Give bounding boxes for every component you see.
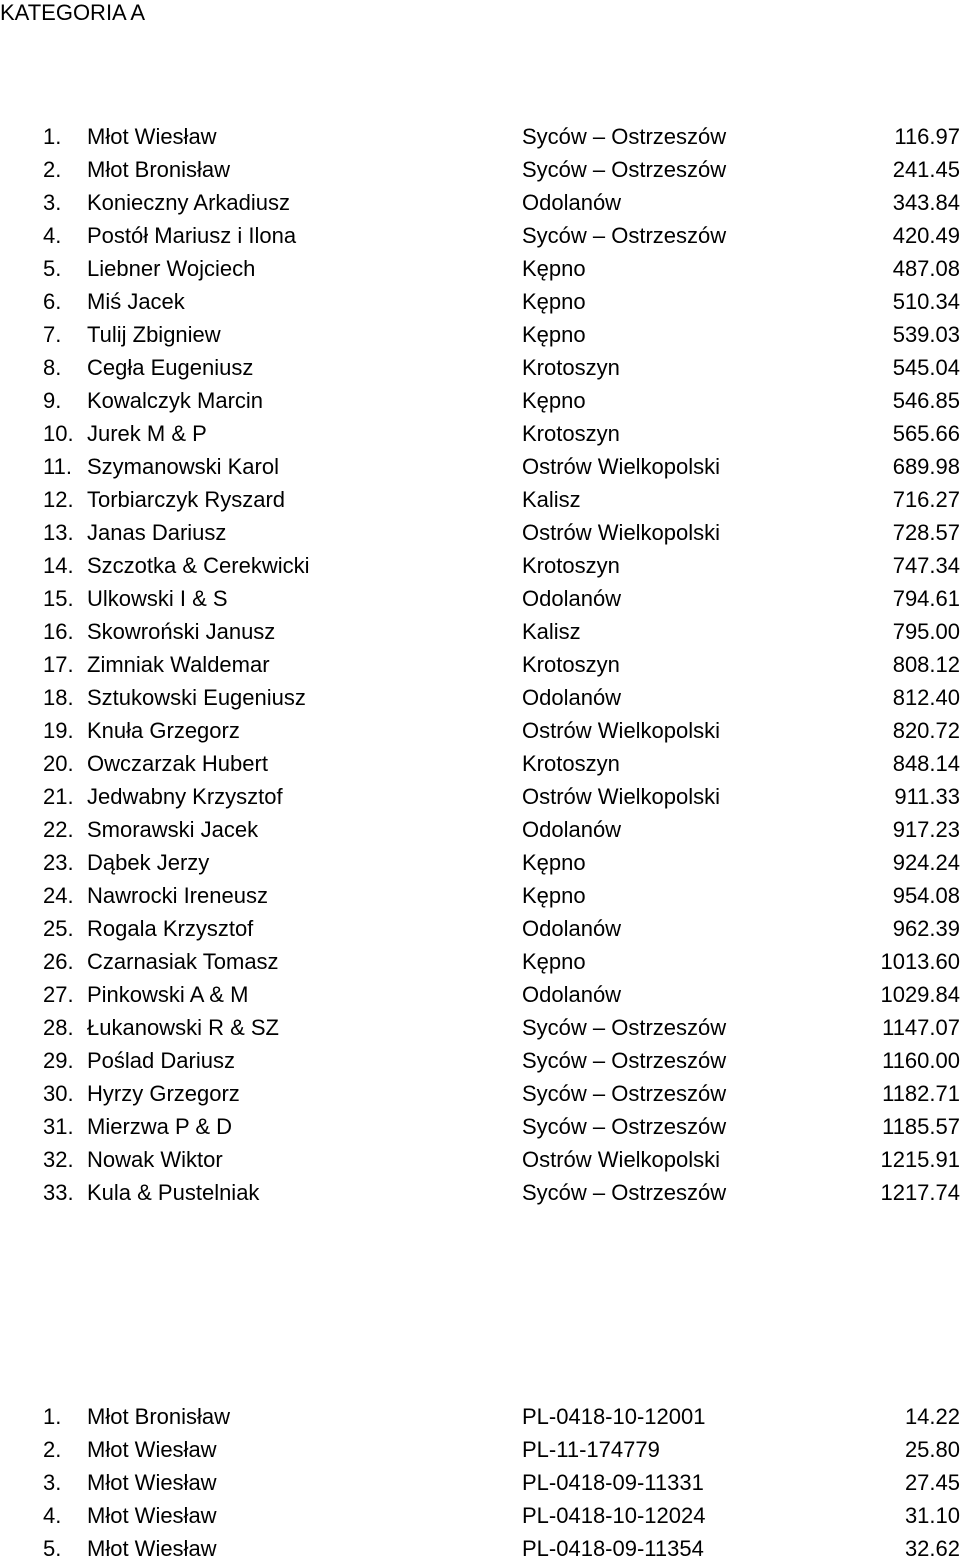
coefficient-value: 848.14 (892, 751, 960, 776)
rank-number: 33. (43, 1180, 74, 1205)
list-item (0, 747, 960, 780)
coefficient-value: 808.12 (892, 652, 960, 677)
rank-number: 1. (43, 124, 62, 149)
rank-number: 8. (43, 355, 62, 380)
rank-number: 19. (43, 718, 74, 743)
section-name: Syców – Ostrzeszów (522, 1048, 727, 1073)
competitor-name: Młot Bronisław (87, 1404, 231, 1429)
list-item (0, 912, 960, 945)
competitor-name: Nawrocki Ireneusz (87, 883, 268, 908)
competitor-name: Młot Wiesław (87, 124, 217, 149)
section-name: Kalisz (522, 619, 581, 644)
section-name: Krotoszyn (522, 751, 620, 776)
section-name: Odolanów (522, 190, 622, 215)
coefficient-value: 545.04 (892, 355, 960, 380)
coefficient-value: 565.66 (892, 421, 960, 446)
competitor-name: Kowalczyk Marcin (87, 388, 264, 413)
coefficient-value: 420.49 (892, 223, 960, 248)
rank-number: 27. (43, 982, 74, 1007)
coefficient-value: 924.24 (892, 850, 960, 875)
competitor-name: Kula & Pustelniak (87, 1180, 260, 1205)
competitor-name: Sztukowski Eugeniusz (87, 685, 306, 710)
section-name: Kępno (522, 883, 586, 908)
section-name: Kępno (522, 256, 586, 281)
coefficient-value: 241.45 (892, 157, 960, 182)
competitor-name: Dąbek Jerzy (87, 850, 210, 875)
list-item (0, 1532, 960, 1565)
coefficient-value: 1217.74 (880, 1180, 960, 1205)
rank-number: 24. (43, 883, 74, 908)
rank-number: 4. (43, 223, 62, 248)
competitor-name: Torbiarczyk Ryszard (87, 487, 286, 512)
rank-number: 30. (43, 1081, 74, 1106)
competitor-name: Hyrzy Grzegorz (87, 1081, 240, 1106)
list-item (0, 978, 960, 1011)
section-name: Odolanów (522, 982, 622, 1007)
rank-number: 4. (43, 1503, 62, 1528)
ring-number: PL-0418-09-11354 (522, 1536, 704, 1561)
rank-number: 6. (43, 289, 62, 314)
rank-number: 31. (43, 1114, 74, 1139)
competitor-name: Mierzwa P & D (87, 1114, 233, 1139)
coefficient-value: 689.98 (892, 454, 960, 479)
rank-number: 3. (43, 190, 62, 215)
list-item (0, 516, 960, 549)
list-item (0, 549, 960, 582)
competitor-name: Czarnasiak Tomasz (87, 949, 279, 974)
coefficient-value: 487.08 (892, 256, 960, 281)
section-name: Ostrów Wielkopolski (522, 454, 721, 479)
coefficient-value: 794.61 (892, 586, 960, 611)
list-item (0, 450, 960, 483)
section-name: Odolanów (522, 685, 622, 710)
coefficient-value: 510.34 (892, 289, 960, 314)
section-name: Kępno (522, 289, 586, 314)
coefficient-value: 812.40 (892, 685, 960, 710)
section-name: Syców – Ostrzeszów (522, 223, 727, 248)
coefficient-value: 911.33 (894, 784, 960, 809)
rank-number: 1. (43, 1404, 62, 1429)
section-name: Kępno (522, 850, 586, 875)
competitor-name: Młot Wiesław (87, 1437, 217, 1462)
rank-number: 26. (43, 949, 74, 974)
competitor-name: Młot Wiesław (87, 1470, 217, 1495)
coefficient-value: 747.34 (892, 553, 960, 578)
competitor-name: Rogala Krzysztof (87, 916, 254, 941)
list-item (0, 219, 960, 252)
rank-number: 20. (43, 751, 74, 776)
list-item (0, 1110, 960, 1143)
section-name: Syców – Ostrzeszów (522, 157, 727, 182)
rank-number: 21. (43, 784, 74, 809)
rank-number: 2. (43, 1437, 62, 1462)
list-item (0, 285, 960, 318)
competitor-name: Knuła Grzegorz (87, 718, 240, 743)
competitor-name: Młot Bronisław (87, 157, 231, 182)
rank-number: 12. (43, 487, 74, 512)
list-item (0, 318, 960, 351)
list-item (0, 1400, 960, 1433)
rank-number: 3. (43, 1470, 62, 1495)
rank-number: 2. (43, 157, 62, 182)
section-name: Ostrów Wielkopolski (522, 1147, 721, 1172)
coefficient-value: 716.27 (892, 487, 960, 512)
section-name: Odolanów (522, 916, 622, 941)
competitor-name: Szczotka & Cerekwicki (87, 553, 310, 578)
competitor-name: Smorawski Jacek (87, 817, 259, 842)
section-name: Syców – Ostrzeszów (522, 1081, 727, 1106)
section-name: Kępno (522, 388, 586, 413)
section-name: Kalisz (522, 487, 581, 512)
section-name: Syców – Ostrzeszów (522, 1180, 727, 1205)
coefficient-value: 31.10 (904, 1503, 960, 1528)
coefficient-value: 962.39 (892, 916, 960, 941)
list-item (0, 1176, 960, 1209)
coefficient-value: 343.84 (892, 190, 960, 215)
section-name: Syców – Ostrzeszów (522, 124, 727, 149)
coefficient-value: 1215.91 (880, 1147, 960, 1172)
list-item (0, 582, 960, 615)
section-name: Syców – Ostrzeszów (522, 1114, 727, 1139)
coefficient-value: 1013.60 (880, 949, 960, 974)
list-item (0, 813, 960, 846)
list-item (0, 780, 960, 813)
coefficient-value: 32.62 (904, 1536, 960, 1561)
rank-number: 13. (43, 520, 74, 545)
list-item (0, 1466, 960, 1499)
competitor-name: Miś Jacek (87, 289, 185, 314)
ring-number: PL-0418-10-12024 (522, 1503, 706, 1528)
list-item (0, 483, 960, 516)
coefficient-value: 116.97 (894, 124, 960, 149)
list-item (0, 384, 960, 417)
coefficient-value: 1029.84 (880, 982, 960, 1007)
list-item (0, 1077, 960, 1110)
coefficient-value: 25.80 (904, 1437, 960, 1462)
competitor-name: Owczarzak Hubert (87, 751, 268, 776)
list-item (0, 120, 960, 153)
section-name: Ostrów Wielkopolski (522, 520, 721, 545)
coefficient-value: 539.03 (892, 322, 960, 347)
competitor-name: Poślad Dariusz (87, 1048, 235, 1073)
ring-ranking-list (0, 1400, 960, 1565)
coefficient-value: 1182.71 (882, 1081, 960, 1106)
competitor-name: Nowak Wiktor (87, 1147, 223, 1172)
section-name: Krotoszyn (522, 421, 620, 446)
rank-number: 11. (43, 454, 72, 479)
coefficient-value: 546.85 (892, 388, 960, 413)
rank-number: 5. (43, 256, 62, 281)
list-item (0, 186, 960, 219)
list-item (0, 1433, 960, 1466)
coefficient-value: 1185.57 (882, 1114, 960, 1139)
rank-number: 32. (43, 1147, 74, 1172)
coefficient-value: 14.22 (904, 1404, 960, 1429)
section-name: Kępno (522, 322, 586, 347)
rank-number: 14. (43, 553, 74, 578)
rank-number: 25. (43, 916, 74, 941)
competitor-name: Jedwabny Krzysztof (87, 784, 283, 809)
ranking-list (0, 120, 960, 1209)
section-name: Ostrów Wielkopolski (522, 718, 721, 743)
competitor-name: Jurek M & P (87, 421, 207, 446)
rank-number: 29. (43, 1048, 74, 1073)
section-name: Ostrów Wielkopolski (522, 784, 721, 809)
section-name: Kępno (522, 949, 586, 974)
competitor-name: Ulkowski I & S (87, 586, 228, 611)
coefficient-value: 728.57 (892, 520, 960, 545)
list-item (0, 681, 960, 714)
competitor-name: Liebner Wojciech (87, 256, 256, 281)
rank-number: 9. (43, 388, 62, 413)
ring-number: PL-0418-09-11331 (522, 1470, 704, 1495)
rank-number: 5. (43, 1536, 62, 1561)
section-name: Odolanów (522, 586, 622, 611)
rank-number: 15. (43, 586, 74, 611)
coefficient-value: 820.72 (892, 718, 960, 743)
rank-number: 10. (43, 421, 74, 446)
rank-number: 28. (43, 1015, 74, 1040)
list-item (0, 714, 960, 747)
competitor-name: Postół Mariusz i Ilona (87, 223, 297, 248)
list-item (0, 417, 960, 450)
coefficient-value: 917.23 (892, 817, 960, 842)
list-item (0, 1499, 960, 1532)
page-title: KATEGORIA A (0, 0, 146, 25)
rank-number: 7. (43, 322, 62, 347)
coefficient-value: 954.08 (892, 883, 960, 908)
competitor-name: Konieczny Arkadiusz (87, 190, 290, 215)
rank-number: 18. (43, 685, 74, 710)
competitor-name: Młot Wiesław (87, 1503, 217, 1528)
rank-number: 16. (43, 619, 74, 644)
section-name: Krotoszyn (522, 553, 620, 578)
list-item (0, 879, 960, 912)
rank-number: 17. (43, 652, 74, 677)
list-item (0, 1011, 960, 1044)
competitor-name: Janas Dariusz (87, 520, 227, 545)
list-item (0, 615, 960, 648)
list-item (0, 846, 960, 879)
coefficient-value: 27.45 (904, 1470, 960, 1495)
coefficient-value: 1147.07 (882, 1015, 960, 1040)
rank-number: 22. (43, 817, 74, 842)
section-name: Odolanów (522, 817, 622, 842)
coefficient-value: 795.00 (892, 619, 960, 644)
ring-number: PL-0418-10-12001 (522, 1404, 706, 1429)
competitor-name: Szymanowski Karol (87, 454, 279, 479)
ring-number: PL-11-174779 (522, 1437, 660, 1462)
list-item (0, 945, 960, 978)
list-item (0, 351, 960, 384)
list-item (0, 252, 960, 285)
section-name: Krotoszyn (522, 652, 620, 677)
rank-number: 23. (43, 850, 74, 875)
competitor-name: Tulij Zbigniew (87, 322, 221, 347)
competitor-name: Łukanowski R & SZ (87, 1015, 279, 1040)
competitor-name: Pinkowski A & M (87, 982, 249, 1007)
list-item (0, 153, 960, 186)
coefficient-value: 1160.00 (882, 1048, 960, 1073)
section-name: Syców – Ostrzeszów (522, 1015, 727, 1040)
competitor-name: Skowroński Janusz (87, 619, 276, 644)
competitor-name: Zimniak Waldemar (87, 652, 270, 677)
section-name: Krotoszyn (522, 355, 620, 380)
competitor-name: Cegła Eugeniusz (87, 355, 254, 380)
competitor-name: Młot Wiesław (87, 1536, 217, 1561)
list-item (0, 1044, 960, 1077)
list-item (0, 648, 960, 681)
list-item (0, 1143, 960, 1176)
